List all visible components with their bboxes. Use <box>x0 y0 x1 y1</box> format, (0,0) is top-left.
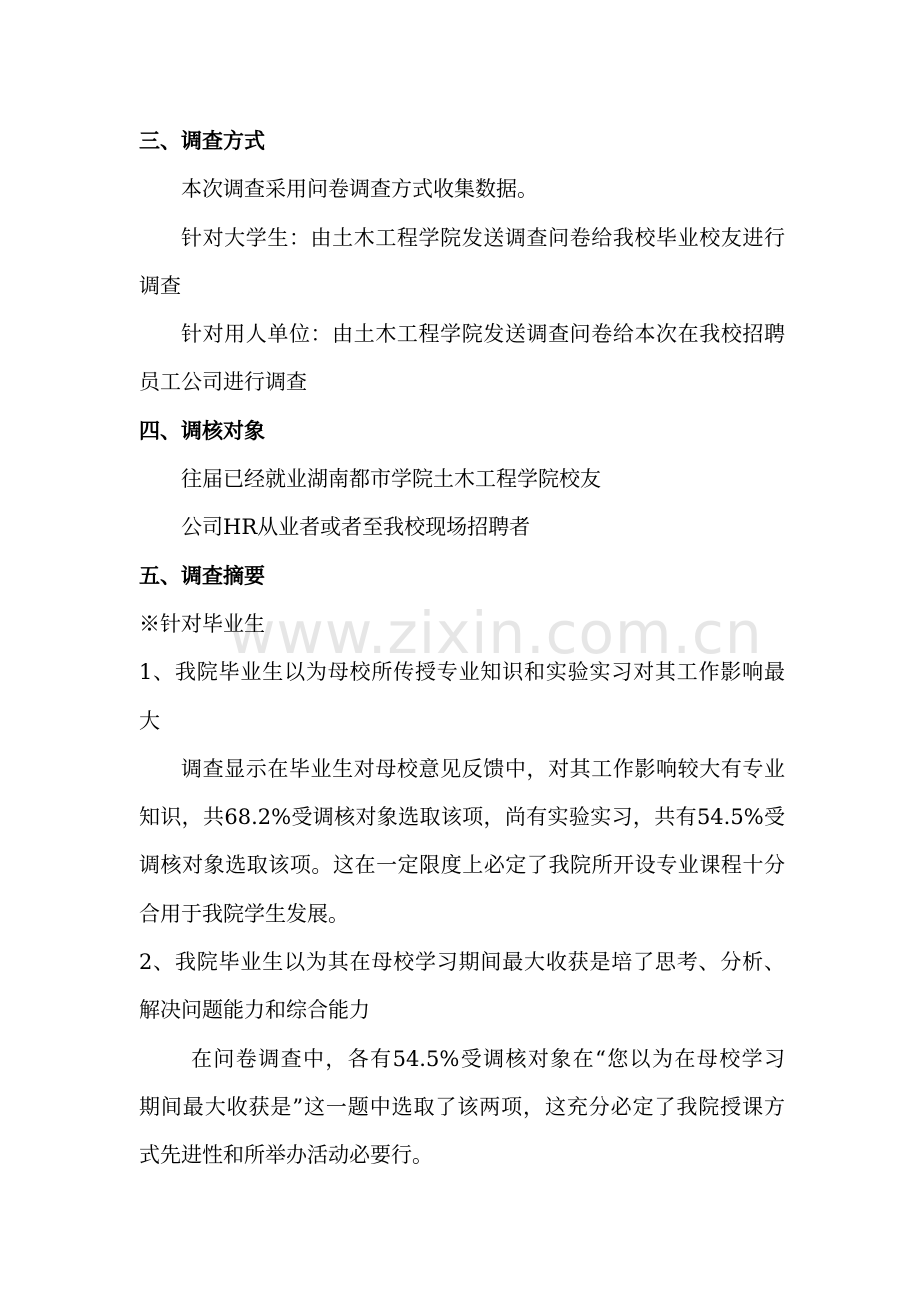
paragraph-line: 在问卷调查中，各有54.5%受调核对象在“您以为在母校学习 <box>191 1046 785 1071</box>
numbered-finding: 1、我院毕业生以为母校所传授专业知识和实验实习对其工作影响最 <box>139 660 785 685</box>
numbered-finding: 大 <box>139 708 160 733</box>
paragraph-line: 本次调查采用问卷调查方式收集数据。 <box>181 177 538 202</box>
section-heading-survey-method: 三、调查方式 <box>139 128 265 153</box>
paragraph-line: 调查 <box>139 273 181 298</box>
paragraph-line: 往届已经就业湖南都市学院土木工程学院校友 <box>181 467 601 492</box>
paragraph-line: 针对用人单位：由土木工程学院发送调查问卷给本次在我校招聘 <box>181 322 785 347</box>
section-heading-survey-summary: 五、调查摘要 <box>139 562 265 588</box>
paragraph-line: 式先进性和所举办活动必要行。 <box>139 1143 433 1168</box>
paragraph-line: 调核对象选取该项。这在一定限度上必定了我院所开设专业课程十分 <box>139 853 785 878</box>
subsection-label: ※针对毕业生 <box>139 611 265 636</box>
paragraph-line: 知识，共68.2%受调核对象选取该项，尚有实验实习，共有54.5%受 <box>139 805 785 830</box>
document-body <box>139 117 785 1180</box>
section-heading-survey-subjects: 四、调核对象 <box>139 417 265 443</box>
watermark: www.zixin.com.cn <box>228 599 763 667</box>
paragraph-line: 针对大学生：由土木工程学院发送调查问卷给我校毕业校友进行 <box>181 225 785 250</box>
paragraph-line: 调查显示在毕业生对母校意见反馈中，对其工作影响较大有专业 <box>181 756 785 781</box>
paragraph-line: 公司HR从业者或者至我校现场招聘者 <box>181 515 531 540</box>
paragraph-line: 合用于我院学生发展。 <box>139 901 349 926</box>
paragraph-line: 员工公司进行调查 <box>139 370 307 395</box>
numbered-finding: 2、我院毕业生以为其在母校学习期间最大收获是培了思考、分析、 <box>139 950 785 975</box>
paragraph-line: 期间最大收获是”这一题中选取了该两项，这充分必定了我院授课方 <box>139 1094 785 1119</box>
numbered-finding: 解决问题能力和综合能力 <box>139 998 370 1023</box>
